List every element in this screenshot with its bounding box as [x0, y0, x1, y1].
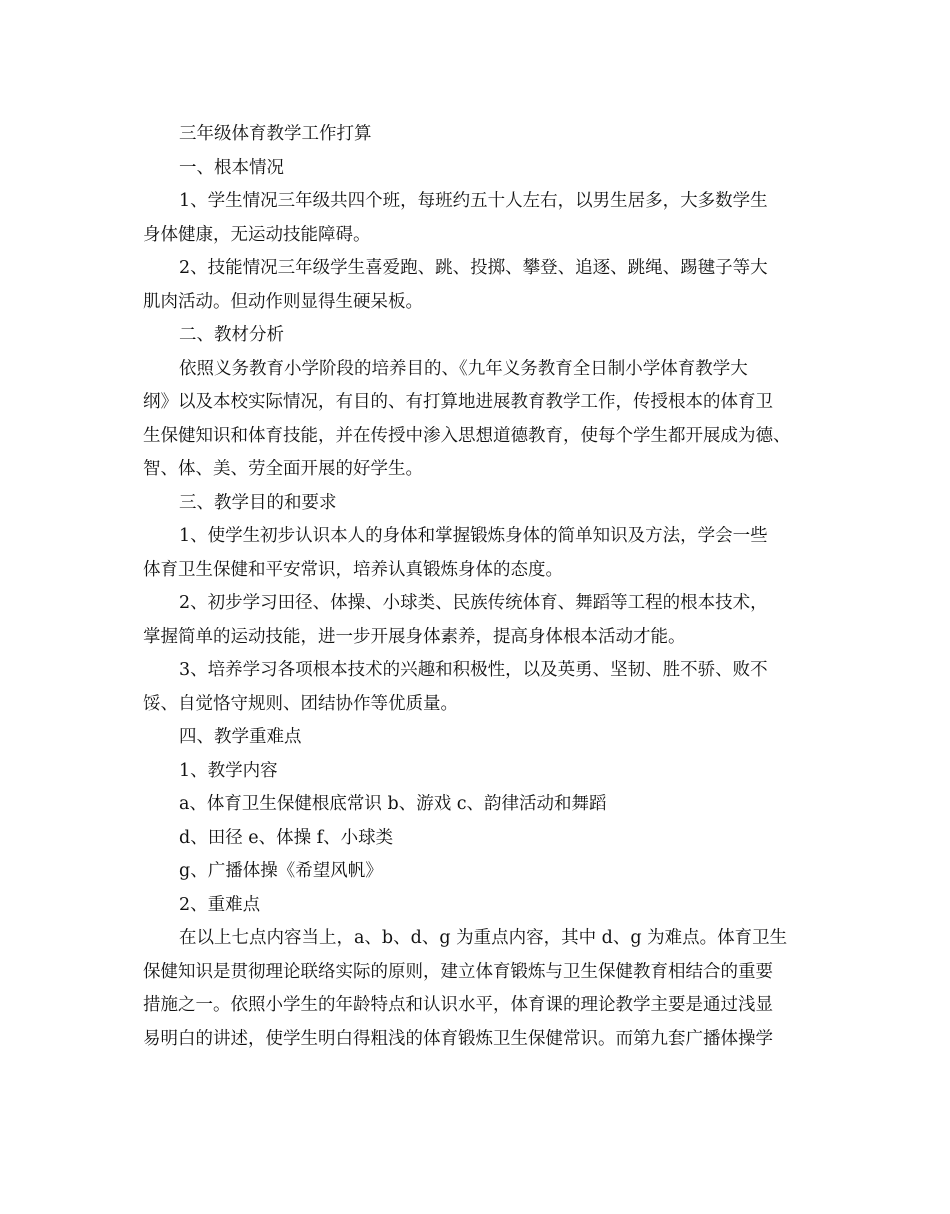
section-heading-3: 三、教学目的和要求: [179, 492, 337, 513]
text-line: 2、初步学习田径、体操、小球类、民族传统体育、舞蹈等工程的根本技术，: [179, 593, 768, 613]
text-line: a、体育卫生保健根底常识 b、游戏 c、韵律活动和舞蹈: [179, 794, 607, 814]
section-heading-4: 四、教学重难点: [179, 727, 302, 747]
text-line: 体育卫生保健和平安常识，培养认真锻炼身体的态度。: [143, 559, 563, 580]
section-heading-2: 二、教材分析: [179, 325, 284, 345]
text-line: 生保健知识和体育技能，并在传授中渗入思想道德教育，使每个学生都开展成为德、: [143, 425, 791, 446]
section-heading-1: 一、根本情况: [179, 157, 284, 178]
text-line: 易明白的讲述，使学生明白得粗浅的体育锻炼卫生保健常识。而第九套广播体操学: [143, 1028, 773, 1049]
subsection-heading: 2、重难点: [179, 894, 261, 915]
text-line: 保健知识是贯彻理论联络实际的原则，建立体育锻炼与卫生保健教育相结合的重要: [143, 961, 773, 982]
text-line: 依照义务教育小学阶段的培养目的、《九年义务教育全日制小学体育教学大: [179, 358, 748, 379]
text-line: 身体健康，无运动技能障碍。: [143, 224, 371, 245]
text-line: 1、学生情况三年级共四个班，每班约五十人左右，以男生居多，大多数学生: [179, 191, 768, 211]
text-line: 1、使学生初步认识本人的身体和掌握锻炼身体的简单知识及方法，学会一些: [179, 526, 768, 546]
text-line: 肌肉活动。但动作则显得生硬呆板。: [143, 291, 423, 312]
text-line: g、广播体操《希望风帆》: [179, 861, 383, 881]
text-line: 智、体、美、劳全面开展的好学生。: [143, 459, 423, 479]
text-line: 2、技能情况三年级学生喜爱跑、跳、投掷、攀登、追逐、跳绳、踢毽子等大: [179, 258, 768, 278]
text-line: 掌握简单的运动技能，进一步开展身体素养，提高身体根本活动才能。: [143, 626, 686, 647]
text-line: 措施之一。依照小学生的年龄特点和认识水平，体育课的理论教学主要是通过浅显: [143, 995, 773, 1015]
subsection-heading: 1、教学内容: [179, 760, 278, 781]
text-line: 纲》以及本校实际情况，有目的、有打算地进展教育教学工作，传授根本的体育卫: [143, 392, 773, 412]
document-title: 三年级体育教学工作打算: [179, 124, 372, 144]
text-line: 3、培养学习各项根本技术的兴趣和积极性，以及英勇、坚韧、胜不骄、败不: [179, 660, 768, 680]
text-line: d、田径 e、体操 f、小球类: [179, 827, 394, 848]
text-line: 在以上七点内容当上，a、b、d、g 为重点内容，其中 d、g 为难点。体育卫生: [179, 928, 788, 948]
text-line: 馁、自觉恪守规则、团结协作等优质量。: [143, 693, 458, 714]
document-body: [143, 118, 823, 1056]
